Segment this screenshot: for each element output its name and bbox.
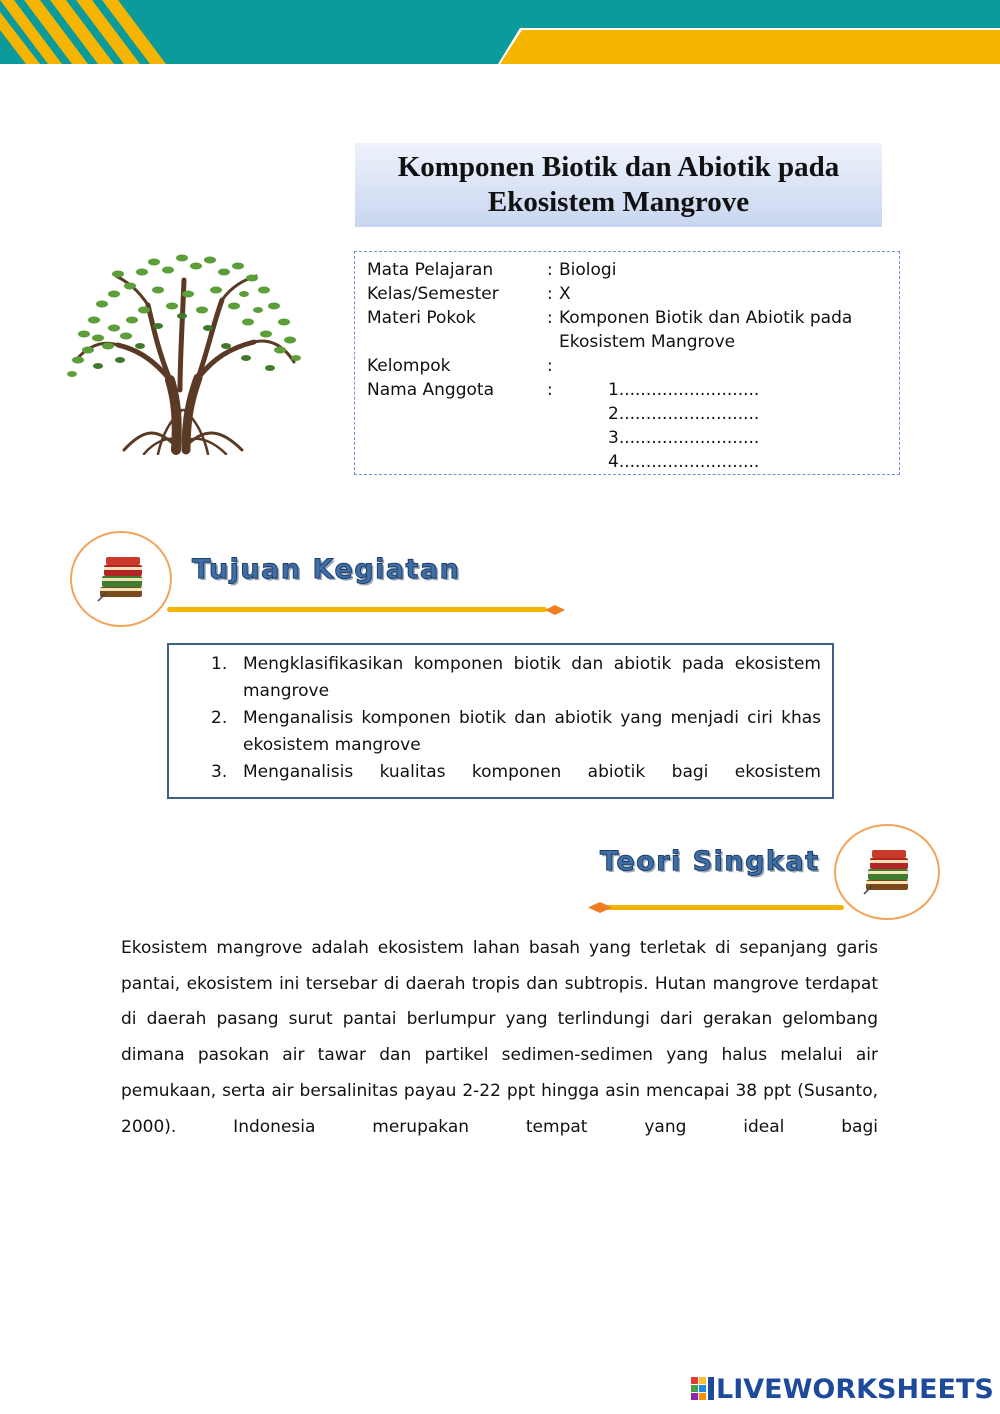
- value-mata-pelajaran: Biologi: [559, 260, 617, 280]
- worksheet-title: [398, 150, 840, 220]
- goals-box: [167, 643, 834, 799]
- mangrove-tree-icon: [58, 250, 310, 455]
- colon: :: [547, 308, 553, 328]
- value-materi-pokok: Komponen Biotik dan Abiotik pada: [559, 308, 853, 328]
- goal-item-3: [181, 759, 821, 786]
- top-banner: [0, 0, 1000, 64]
- goals-list: [181, 651, 821, 786]
- colon: :: [547, 260, 553, 280]
- goal-item-1: [181, 651, 821, 705]
- member-2: 2..........................: [608, 404, 760, 424]
- value-kelas-semester: X: [559, 284, 571, 304]
- liveworksheets-mark-icon: [690, 1376, 716, 1402]
- tujuan-underline: [167, 607, 547, 612]
- teori-books-icon: [834, 824, 940, 920]
- goal-item-2: [181, 705, 821, 759]
- member-1: 1..........................: [608, 380, 760, 400]
- label-mata-pelajaran: Mata Pelajaran: [367, 260, 494, 280]
- goal-number: 3.: [211, 762, 228, 782]
- liveworksheets-brand: LIVEWORKSHEETS: [716, 1373, 994, 1405]
- teori-diamond: [588, 902, 612, 913]
- tujuan-diamond: [545, 605, 565, 615]
- goal-number: 1.: [211, 654, 228, 674]
- value-materi-pokok-line2: Ekosistem Mangrove: [559, 332, 736, 352]
- goal-text: Mengklasifikasikan komponen biotik dan abiotik pada ekosistem mangrove: [243, 654, 821, 701]
- goal-text: Menganalisis komponen biotik dan abiotik yang menjadi ciri khas ekosistem mangrove: [243, 708, 821, 755]
- tujuan-title: Tujuan Kegiatan: [192, 554, 461, 585]
- label-materi-pokok: Materi Pokok: [367, 308, 476, 328]
- member-4: 4..........................: [608, 452, 760, 472]
- goal-number: 2.: [211, 708, 228, 728]
- liveworksheets-logo[interactable]: [690, 1372, 994, 1406]
- goal-text: Menganalisis kualitas komponen abiotik bagi ekosistem: [243, 762, 821, 782]
- teori-paragraph: Ekosistem mangrove adalah ekosistem lahan basah yang terletak di sepanjang garis pantai, ekosistem ini tersebar di daerah tropis dan subtropis. Hutan mangrove terdapat di daerah pasang surut pantai berlumpur yang terlindungi dari gerakan gelombang dimana pasokan air tawar dan partikel sedimen-sedimen yang halus melalui air pemukaan, serta air bersalinitas payau 2-22 ppt hingga asin mencapai 38 ppt (Susanto, 2000). Indonesia merupakan tempat yang ideal bagi: [121, 938, 878, 1137]
- label-kelas-semester: Kelas/Semester: [367, 284, 499, 304]
- teori-underline: [600, 905, 844, 910]
- title-line-2: Ekosistem Mangrove: [487, 186, 750, 218]
- books-icon: [858, 846, 916, 898]
- colon: :: [547, 356, 553, 376]
- label-nama-anggota: Nama Anggota: [367, 380, 494, 400]
- info-box: [354, 251, 900, 475]
- colon: :: [547, 380, 553, 400]
- worksheet-title-box: [355, 143, 882, 227]
- teori-title: Teori Singkat: [600, 846, 820, 877]
- colon: :: [547, 284, 553, 304]
- title-line-1: Komponen Biotik dan Abiotik pada: [397, 151, 840, 183]
- tujuan-books-icon: [70, 531, 172, 627]
- label-kelompok: Kelompok: [367, 356, 451, 376]
- member-3: 3..........................: [608, 428, 760, 448]
- books-icon: [92, 553, 150, 605]
